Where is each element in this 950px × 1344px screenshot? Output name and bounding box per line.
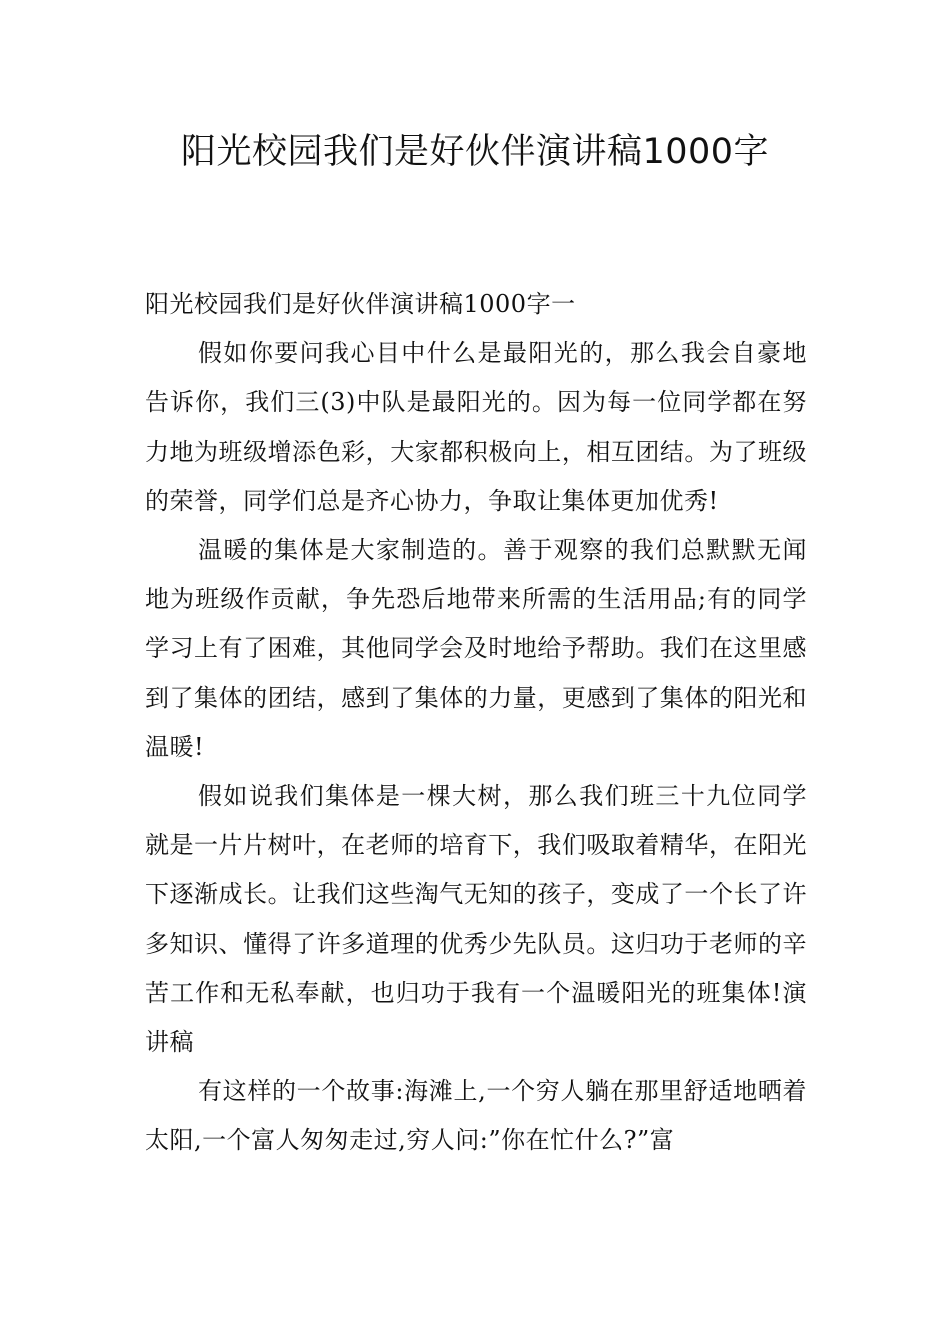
- document-body: [145, 280, 807, 1166]
- paragraph-2: 温暖的集体是大家制造的。善于观察的我们总默默无闻地为班级作贡献，争先恐后地带来所需的生活用品;有的同学学习上有了困难，其他同学会及时地给予帮助。我们在这里感到了集体的团结，感到了集体的力量，更感到了集体的阳光和温暖!: [145, 536, 807, 761]
- paragraph-1: 假如你要问我心目中什么是最阳光的，那么我会自豪地告诉你，我们三(3)中队是最阳光的。因为每一位同学都在努力地为班级增添色彩，大家都积极向上，相互团结。为了班级的荣誉，同学们总是齐心协力，争取让集体更加优秀!: [145, 339, 807, 515]
- section-subtitle: 阳光校园我们是好伙伴演讲稿1000字一: [145, 290, 576, 318]
- paragraph-4: 有这样的一个故事:海滩上,一个穷人躺在那里舒适地晒着太阳,一个富人匆匆走过,穷人问:”你在忙什么?”富: [145, 1077, 807, 1155]
- document-title: 阳光校园我们是好伙伴演讲稿1000字: [180, 132, 770, 172]
- paragraph-3: 假如说我们集体是一棵大树，那么我们班三十九位同学就是一片片树叶，在老师的培育下，我们吸取着精华，在阳光下逐渐成长。让我们这些淘气无知的孩子，变成了一个长了许多知识、懂得了许多道理的优秀少先队员。这归功于老师的辛苦工作和无私奉献，也归功于我有一个温暖阳光的班集体!演讲稿: [145, 782, 807, 1057]
